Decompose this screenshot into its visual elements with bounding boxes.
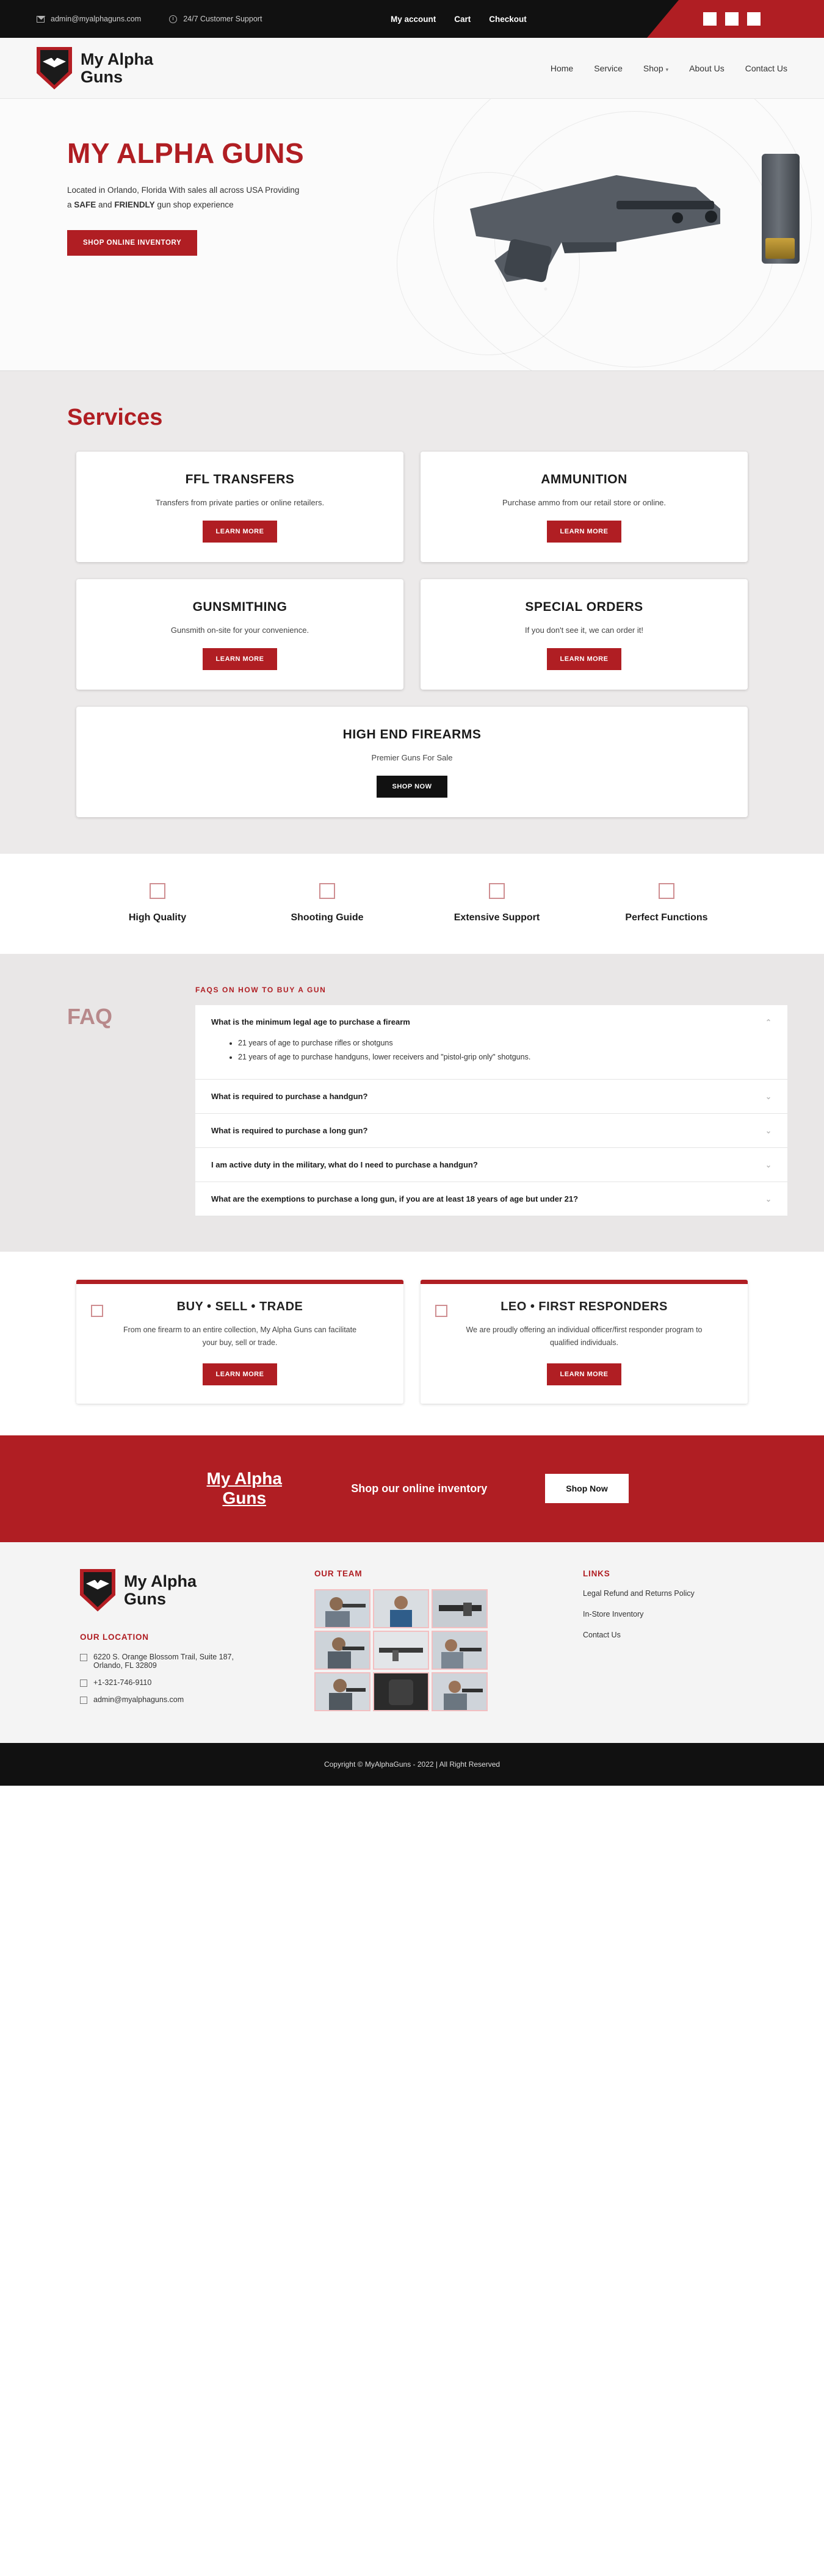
footer-address-line1: 6220 S. Orange Blossom Trail, Suite 187, xyxy=(93,1652,234,1661)
hero-section xyxy=(0,99,824,370)
team-photo-1 xyxy=(314,1589,370,1628)
cta-brand: My Alpha Guns xyxy=(206,1468,282,1507)
promo-learn-more-button[interactable]: LEARN MORE xyxy=(203,1363,278,1385)
pistol-image xyxy=(433,151,751,303)
footer-links xyxy=(583,1589,772,1639)
feature-label: Shooting Guide xyxy=(291,912,364,923)
hero-friendly: FRIENDLY xyxy=(114,200,155,209)
team-photo-2 xyxy=(373,1589,429,1628)
shield-star-icon xyxy=(435,1305,447,1317)
instagram-icon[interactable] xyxy=(725,12,739,26)
link-checkout[interactable]: Checkout xyxy=(489,14,527,24)
badge-icon xyxy=(150,883,165,899)
faq-bullet: • 21 years of age to purchase handguns, lower receivers and "pistol-grip only" shotguns. xyxy=(238,1053,772,1061)
nav-home[interactable]: Home xyxy=(550,63,574,73)
promo-desc: From one firearm to an entire collection, My Alpha Guns can facilitate your buy, sell or trade. xyxy=(123,1326,357,1348)
link-cart[interactable]: Cart xyxy=(454,14,471,24)
faq-question: What is required to purchase a handgun? xyxy=(211,1092,368,1101)
cta-shop-now-button[interactable]: Shop Now xyxy=(545,1474,628,1503)
team-photo-8 xyxy=(373,1672,429,1711)
service-learn-more-button[interactable]: LEARN MORE xyxy=(547,521,622,543)
hero-title: MY ALPHA GUNS xyxy=(67,137,305,169)
site-footer xyxy=(0,1542,824,1743)
service-card-high-end-firearms xyxy=(76,707,748,817)
hero-paragraph xyxy=(67,183,330,212)
top-bar xyxy=(0,0,824,38)
team-photo-4 xyxy=(314,1631,370,1670)
link-my-account[interactable]: My account xyxy=(391,14,436,24)
feature-extensive-support xyxy=(439,883,555,923)
map-pin-icon xyxy=(80,1654,87,1661)
footer-email[interactable] xyxy=(80,1695,314,1704)
hero-paragraph-c: and xyxy=(96,200,115,209)
hero-content xyxy=(0,99,378,256)
faq-question-toggle[interactable] xyxy=(195,1148,787,1182)
faq-item-3 xyxy=(195,1114,787,1148)
team-photo-7 xyxy=(314,1672,370,1711)
faq-accordion-col xyxy=(195,986,787,1216)
faq-question-toggle[interactable] xyxy=(195,1182,787,1216)
footer-link-contact-us[interactable]: Contact Us xyxy=(583,1630,621,1639)
faq-question: What is required to purchase a long gun? xyxy=(211,1126,368,1135)
faq-answer xyxy=(195,1039,787,1079)
nav-shop[interactable] xyxy=(643,63,668,73)
main-nav xyxy=(551,63,787,73)
chevron-down-icon[interactable]: ⌄ xyxy=(765,1126,772,1135)
mail-icon xyxy=(37,15,45,23)
nav-contact-us[interactable]: Contact Us xyxy=(745,63,787,73)
footer-phone[interactable] xyxy=(80,1678,314,1687)
service-title: FFL TRANSFERS xyxy=(185,472,295,486)
phone-icon xyxy=(80,1679,87,1687)
footer-address-line2: Orlando, FL 32809 xyxy=(93,1661,157,1670)
handshake-icon xyxy=(91,1305,103,1317)
service-card-special-orders xyxy=(421,579,748,690)
footer-link-in-store-inventory[interactable]: In-Store Inventory xyxy=(583,1609,644,1618)
hero-paragraph-e: gun shop experience xyxy=(154,200,234,209)
pistol-graphic xyxy=(433,151,751,303)
team-photo-6 xyxy=(432,1631,488,1670)
chevron-down-icon[interactable]: ⌄ xyxy=(765,1160,772,1169)
chevron-down-icon[interactable]: ⌄ xyxy=(765,1194,772,1203)
team-photo-3 xyxy=(432,1589,488,1628)
faq-accordion xyxy=(195,1005,787,1216)
promo-section xyxy=(0,1252,824,1435)
service-title: HIGH END FIREARMS xyxy=(342,727,482,741)
chevron-up-icon[interactable]: ⌃ xyxy=(765,1017,772,1026)
faq-item-4 xyxy=(195,1148,787,1182)
brand-logo[interactable] xyxy=(37,47,166,90)
nav-about-us[interactable]: About Us xyxy=(689,63,725,73)
magazine-image xyxy=(762,154,800,264)
service-title: SPECIAL ORDERS xyxy=(525,600,643,614)
services-heading: Services xyxy=(67,405,163,430)
gear-icon xyxy=(659,883,674,899)
footer-links-title: LINKS xyxy=(583,1568,610,1578)
service-learn-more-button[interactable]: LEARN MORE xyxy=(547,648,622,670)
top-bar-contact xyxy=(0,15,262,23)
services-cards xyxy=(76,452,748,817)
copyright-text: Copyright © MyAlphaGuns - 2022 | All Right Reserved xyxy=(323,1759,501,1769)
service-title: GUNSMITHING xyxy=(192,600,287,614)
service-card-ffl-transfers xyxy=(76,452,403,562)
top-bar-links xyxy=(391,0,527,38)
service-learn-more-button[interactable]: LEARN MORE xyxy=(203,521,278,543)
faq-question: What are the exemptions to purchase a long gun, if you are at least 18 years of age but under 21? xyxy=(211,1194,579,1203)
social-bar xyxy=(647,0,824,38)
footer-link-refund-policy[interactable]: Legal Refund and Returns Policy xyxy=(583,1589,695,1598)
faq-question: What is the minimum legal age to purchase a firearm xyxy=(211,1017,410,1026)
cta-banner xyxy=(0,1435,824,1542)
faq-heading: FAQ xyxy=(67,1004,113,1029)
team-photo-9 xyxy=(432,1672,488,1711)
service-card-gunsmithing xyxy=(76,579,403,690)
shield-logo-icon xyxy=(37,47,72,90)
nav-service[interactable]: Service xyxy=(594,63,623,73)
support-icon xyxy=(489,883,505,899)
clock-icon xyxy=(169,15,177,23)
copyright-bar xyxy=(0,1743,824,1786)
faq-item-1 xyxy=(195,1005,787,1080)
support-text: 24/7 Customer Support xyxy=(183,15,262,23)
promo-learn-more-button[interactable]: LEARN MORE xyxy=(547,1363,622,1385)
faq-heading-col xyxy=(37,986,195,1216)
service-learn-more-button[interactable]: LEARN MORE xyxy=(203,648,278,670)
team-photo-5 xyxy=(373,1631,429,1670)
hero-safe: SAFE xyxy=(74,200,96,209)
nav-shop-label[interactable]: Shop xyxy=(643,63,663,73)
cta-text: Shop our online inventory xyxy=(351,1482,488,1495)
feature-label: High Quality xyxy=(128,912,187,923)
features-section xyxy=(0,854,824,954)
feature-shooting-guide xyxy=(269,883,385,923)
team-photo-grid xyxy=(314,1589,571,1711)
chevron-down-icon: ▾ xyxy=(665,66,669,73)
chevron-down-icon[interactable]: ⌄ xyxy=(765,1092,772,1101)
faq-section xyxy=(0,954,824,1252)
promo-card-buy-sell-trade xyxy=(76,1280,403,1404)
faq-question-toggle[interactable] xyxy=(195,1080,787,1113)
mail-icon xyxy=(80,1697,87,1704)
footer-links-col xyxy=(571,1569,772,1712)
faq-item-2 xyxy=(195,1080,787,1114)
footer-brand-name: My Alpha Guns xyxy=(124,1572,197,1608)
service-title: AMMUNITION xyxy=(541,472,627,486)
youtube-icon[interactable] xyxy=(747,12,761,26)
shop-now-button[interactable]: SHOP NOW xyxy=(377,776,448,798)
target-icon xyxy=(319,883,335,899)
promo-card-leo-first-responders xyxy=(421,1280,748,1404)
services-section xyxy=(0,370,824,854)
feature-label: Extensive Support xyxy=(454,912,540,923)
support-contact xyxy=(169,15,262,23)
shop-online-inventory-button[interactable]: SHOP ONLINE INVENTORY xyxy=(67,230,197,256)
faq-bullet: • 21 years of age to purchase rifles or shotguns xyxy=(238,1039,772,1047)
email-contact[interactable] xyxy=(37,15,141,23)
faq-item-5 xyxy=(195,1182,787,1216)
email-text: admin@myalphaguns.com xyxy=(51,15,142,23)
shield-logo-icon xyxy=(80,1569,115,1612)
footer-phone-text: +1-321-746-9110 xyxy=(93,1678,152,1687)
hero-paragraph-line1: Located in Orlando, Florida With sales all across USA Providing xyxy=(67,186,300,195)
footer-email-text: admin@myalphaguns.com xyxy=(93,1695,184,1704)
service-card-ammunition xyxy=(421,452,748,562)
feature-perfect-functions xyxy=(609,883,725,923)
service-desc: Premier Guns For Sale xyxy=(371,753,453,762)
facebook-icon[interactable] xyxy=(703,12,717,26)
service-desc: If you don't see it, we can order it! xyxy=(525,626,643,635)
faq-question: I am active duty in the military, what do I need to purchase a handgun? xyxy=(211,1160,478,1169)
site-header xyxy=(0,38,824,99)
brand-name: My Alpha Guns xyxy=(81,50,154,86)
service-desc: Gunsmith on-site for your convenience. xyxy=(170,626,309,635)
feature-high-quality xyxy=(99,883,215,923)
footer-address xyxy=(80,1653,314,1670)
faq-kicker: FAQS ON HOW TO BUY A GUN xyxy=(195,986,327,994)
footer-team-col xyxy=(314,1569,571,1712)
footer-brand[interactable] xyxy=(80,1569,314,1612)
service-desc: Transfers from private parties or online retailers. xyxy=(155,498,325,507)
promo-desc: We are proudly offering an individual officer/first responder program to qualified individuals. xyxy=(466,1326,703,1348)
footer-team-title: OUR TEAM xyxy=(314,1568,363,1578)
feature-label: Perfect Functions xyxy=(625,912,708,923)
promo-title: BUY • SELL • TRADE xyxy=(176,1300,303,1313)
footer-location-col xyxy=(52,1569,314,1712)
faq-question-toggle[interactable] xyxy=(195,1005,787,1039)
service-desc: Purchase ammo from our retail store or online. xyxy=(502,498,667,507)
footer-location-title: OUR LOCATION xyxy=(80,1632,149,1642)
faq-question-toggle[interactable] xyxy=(195,1114,787,1147)
hero-paragraph-a: a xyxy=(67,200,74,209)
promo-title: LEO • FIRST RESPONDERS xyxy=(501,1300,668,1313)
